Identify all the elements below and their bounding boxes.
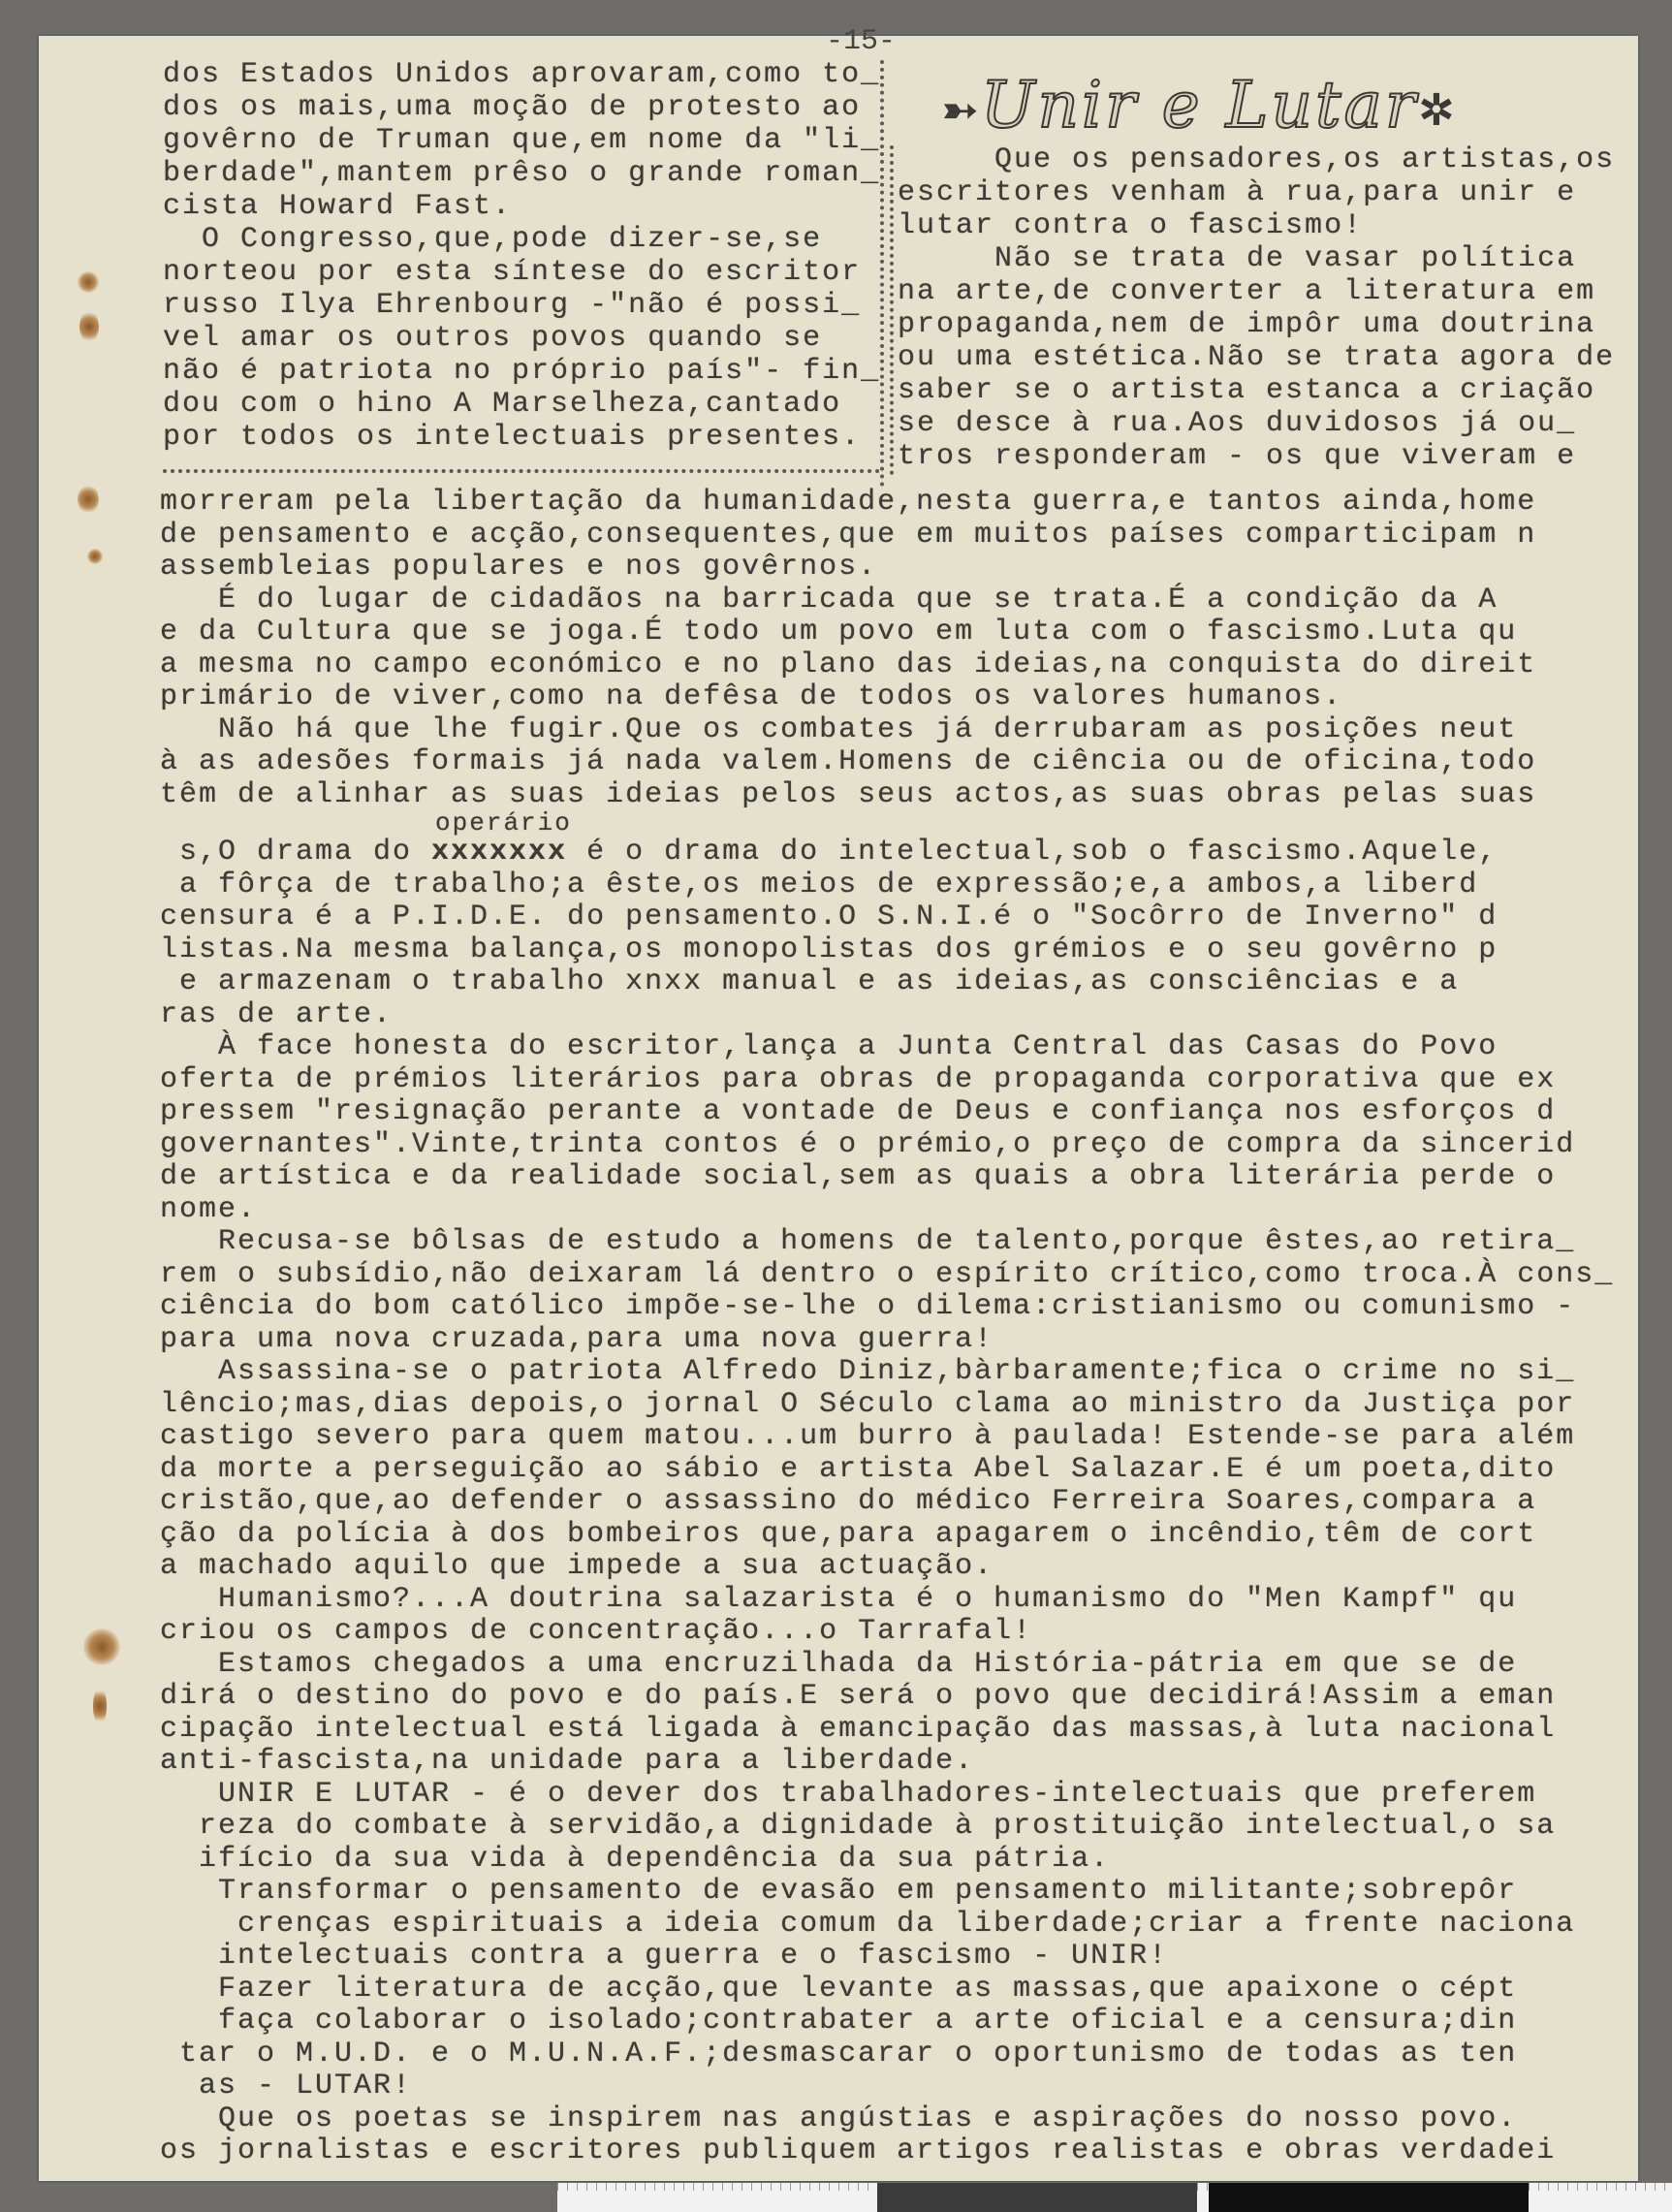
text-line: propaganda,nem de impôr uma doutrina [898,308,1596,341]
scale-segment [557,2183,877,2212]
text-line: da morte a perseguição ao sábio e artista Abel Salazar.E é um poeta,dito [160,1452,1557,1486]
text-line: Recusa-se bôlsas de estudo a homens de talento,porque êstes,ao retira_ [160,1225,1576,1258]
text-line: intelectuais contra a guerra e o fascismo - UNIR! [160,1940,1169,1973]
text-segment: s,O drama do [160,836,432,869]
text-line: saber se o artista estanca a criação [898,374,1596,407]
text-line: à as adesões formais já nada valem.Homens de ciência ou de oficina,todo [160,745,1537,778]
text-line: faça colaborar o isolado;contrabater a arte oficial e a censura;din [160,2005,1518,2038]
text-line: russo Ilya Ehrenbourg -"não é possi_ [163,289,862,322]
text-line: govêrno de Truman que,em nome da "li_ [163,124,881,157]
text-line: para uma nova cruzada,para uma nova guerra! [160,1322,994,1356]
text-line: na arte,de converter a literatura em [898,275,1596,308]
rust-stain [79,310,99,343]
text-line: ifício da sua vida à dependência da sua pátria. [160,1842,1111,1876]
scale-segment [877,2183,1197,2212]
text-line: berdade",mantem prêso o grande roman_ [163,157,881,190]
text-line: não é patriota no próprio país"- fin_ [163,355,881,388]
text-line: reza do combate à servidão,a dignidade à prostituição intelectual,o sa [160,1810,1557,1843]
text-line: cristão,que,ao defender o assassino do médico Ferreira Soares,compara a [160,1485,1537,1518]
text-line: se desce à rua.Aos duvidosos já ou_ [898,407,1577,440]
column-separator [880,60,884,487]
text-line: os jornalistas e escritores publiquem artigos realistas e obras verdadei [160,2134,1557,2167]
text-line: vel amar os outros povos quando se [163,322,823,355]
text-line: dou com o hino A Marselheza,cantado [163,388,842,421]
text-line: cista Howard Fast. [163,190,513,223]
article-title-text: Unir e Lutar [980,68,1419,142]
text-line: Estamos chegados a uma encruzilhada da História-pátria em que se de [160,1647,1518,1681]
text-segment: é o drama do intelectual,sob o fascismo.Aquele, [567,836,1498,869]
column-separator-right [890,145,894,475]
scale-segment [1529,2183,1672,2212]
text-line: anti-fascista,na unidade para a liberdade. [160,1745,975,1778]
text-line: cipação intelectual está ligada à emancipação das massas,à luta nacional [160,1712,1557,1746]
text-line: norteou por esta síntese do escritor [163,256,862,289]
text-line: lêncio;mas,dias depois,o jornal O Século clama ao ministro da Justiça por [160,1387,1576,1421]
text-line: listas.Na mesma balança,os monopolistas dos grémios e o seu govêrno p [160,932,1498,966]
text-line: criou os campos de concentração...o Tarrafal! [160,1615,1033,1648]
text-line: a mesma no campo económico e no plano das ideias,na conquista do direit [160,648,1537,681]
text-line: morreram pela libertação da humanidade,nesta guerra,e tantos ainda,home [160,486,1537,519]
dotted-divider [163,469,880,473]
text-line: a fôrça de trabalho;a êste,os meios de expressão;e,a ambos,a liberd [160,868,1479,901]
text-line: dirá o destino do povo e do país.E será o povo que decidirá!Assim a eman [160,1680,1557,1713]
text-line: UNIR E LUTAR - é o dever dos trabalhadores-intelectuais que preferem [160,1777,1537,1811]
text-line: Que os pensadores,os artistas,os [898,143,1616,176]
text-line: ciência do bom católico impõe-se-lhe o dilema:cristianismo ou comunismo - [160,1290,1576,1323]
text-line: Que os poetas se inspirem nas angústias e aspirações do nosso povo. [160,2101,1518,2135]
text-line: censura é a P.I.D.E. do pensamento.O S.N.I.é o "Socôrro de Inverno" d [160,901,1498,933]
text-line: ou uma estética.Não se trata agora de [898,341,1616,374]
flourish-ornament-icon: ✲ [1418,85,1458,136]
text-line: e da Cultura que se joga.É todo um povo em luta com o fascismo.Luta qu [160,616,1518,648]
text-line: de pensamento e acção,consequentes,que em muitos países comparticipam n [160,518,1537,552]
text-line [160,808,1614,869]
text-line: À face honesta do escritor,lança a Junta Central das Casas do Povo [160,1030,1498,1063]
text-line: de artística e da realidade social,sem as quais a obra literária perde o [160,1160,1557,1193]
text-line: crenças espirituais a ideia comum da liberdade;criar a frente naciona [160,1907,1576,1941]
scale-segment [1197,2183,1209,2212]
inserted-correction: operário [435,808,572,837]
text-line: ras de arte. [160,997,394,1031]
text-line: assembleias populares e nos govêrnos. [160,551,878,584]
article-title [942,68,1457,142]
text-line: rem o subsídio,não deixaram lá dentro o espírito crítico,como troca.À cons_ [160,1257,1615,1291]
text-line: castigo severo para quem matou...um burro à paulada! Estende-se para além [160,1420,1576,1453]
rust-stain [87,549,103,564]
struck-out-word: xxxxxxx [431,836,568,869]
body-text [160,487,1614,2168]
text-line: Não se trata de vasar política [898,242,1577,275]
text-line: governantes".Vinte,trinta contos é o prémio,o preço de compra da sincerid [160,1127,1576,1161]
right-column-text [898,143,1615,473]
arrow-ornament-icon: ➳ [942,85,981,136]
text-line: e armazenam o trabalho xnxx manual e as ideias,as consciências e a [160,965,1460,998]
text-line: as - LUTAR! [160,2070,413,2102]
text-line: Não há que lhe fugir.Que os combates já derrubaram as posições neut [160,712,1518,746]
text-line: nome. [160,1192,258,1226]
rust-stain [83,1628,120,1665]
rust-stain [78,271,99,293]
text-line: O Congresso,que,pode dizer-se,se [163,223,823,256]
text-line: Assassina-se o patriota Alfredo Diniz,bàrbaramente;fica o crime no si_ [160,1355,1576,1388]
text-line: Transformar o pensamento de evasão em pensamento militante;sobrepôr [160,1875,1518,1908]
text-line: dos os mais,uma moção de protesto ao [163,91,862,124]
text-line: Humanismo?...A doutrina salazarista é o humanismo do "Men Kampf" qu [160,1582,1518,1616]
text-line: lutar contra o fascismo! [898,209,1364,242]
text-line: tros responderam - os que viveram e [898,440,1577,473]
text-line: escritores venham à rua,para unir e [898,176,1577,209]
rust-stain [93,1687,107,1725]
text-line: dos Estados Unidos aprovaram,como to_ [163,58,881,91]
text-line: por todos os intelectuais presentes. [163,421,862,454]
text-line: tar o M.U.D. e o M.U.N.A.F.;desmascarar o oportunismo de todas as ten [160,2037,1518,2070]
scale-segment [1209,2183,1529,2212]
text-line: a machado aquilo que impede a sua actuação. [160,1550,994,1583]
correction-group [431,808,572,869]
text-line: pressem "resignação perante a vontade de Deus e confiança nos esforços d [160,1095,1557,1128]
page-number: -15- [826,25,897,58]
left-column-text [163,58,880,454]
text-line: oferta de prémios literários para obras de propaganda corporativa que ex [160,1062,1557,1096]
text-line: primário de viver,como na defêsa de todos os valores humanos. [160,680,1343,713]
text-line: têm de alinhar as suas ideias pelos seus actos,as suas obras pelas suas [160,777,1537,811]
color-scale-bar [557,2183,1672,2212]
text-line: ção da polícia à dos bombeiros que,para apagarem o incêndio,têm de cort [160,1517,1537,1551]
text-line: É do lugar de cidadãos na barricada que se trata.É a condição da A [160,583,1498,616]
rust-stain [78,485,99,514]
text-line: Fazer literatura de acção,que levante as massas,que apaixone o cépt [160,1972,1518,2006]
